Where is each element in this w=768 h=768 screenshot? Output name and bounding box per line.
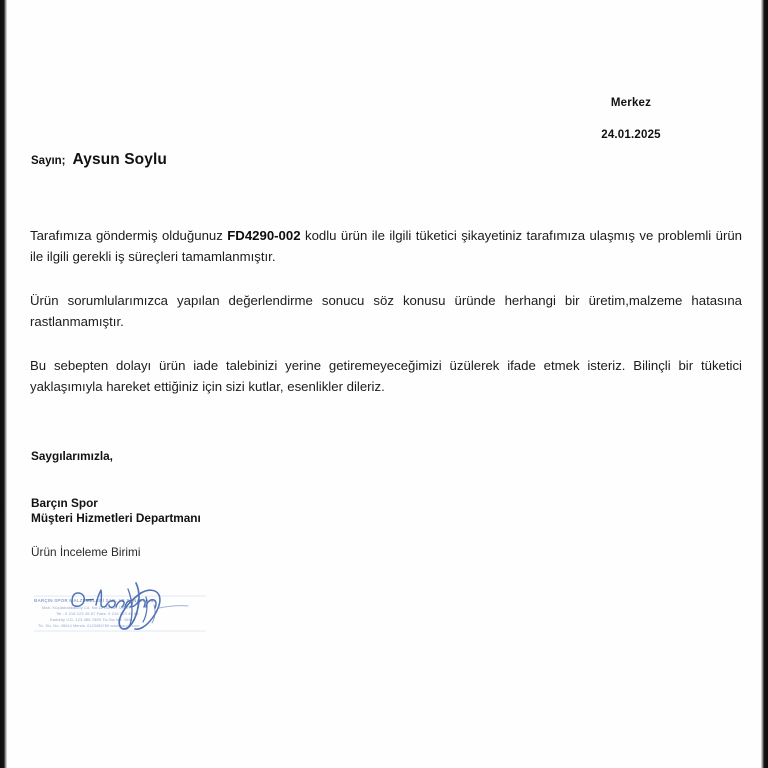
body-paragraph-1 (30, 226, 742, 267)
stamp-and-signature (28, 575, 213, 637)
scan-edge-left (0, 0, 7, 768)
letter-body (30, 226, 742, 397)
product-code: FD4290-002 (227, 228, 301, 243)
letter-closing (31, 449, 201, 560)
body-paragraph-3: Bu sebepten dolayı ürün iade talebinizi yerine getiremeyeceğimizi üzülerek ifade etmek isteriz. Bilinçli bir tüketici yaklaşımıyla hareket ettiğiniz için sizi kutlar, esenlikler dileriz. (30, 358, 742, 394)
svg-text:Kadıköy V.D. 123 456 7890 Tic: Kadıköy V.D. 123 456 7890 Tic.Sic.No: 45614 (50, 617, 136, 622)
closing-signatory (31, 496, 201, 525)
closing-regards: Saygılarımızla, (31, 449, 113, 463)
svg-text:BARÇIN SPOR MALZEMELERİ SAN. V: BARÇIN SPOR MALZEMELERİ SAN. VE SANAYİ A.Ş. (34, 598, 155, 603)
svg-text:Mah. Küçükbakkalköy Cd. No:12: Mah. Küçükbakkalköy Cd. No:12 Bursa / İZMİR (42, 605, 131, 610)
signatory-unit: Ürün İnceleme Birimi (31, 545, 141, 559)
recipient-name: Aysun Soylu (72, 151, 167, 168)
paragraph-1-text-before-code: Tarafımıza göndermiş olduğunuz (30, 228, 228, 243)
body-paragraph-2: Ürün sorumlularımızca yapılan değerlendirme sonucu söz konusu üründe herhangi bir üretim,malzeme hatasına rastlanmamıştır. (30, 293, 742, 329)
svg-text:Tic. Sic. No: 45614 Mersis: 0: Tic. Sic. No: 45614 Mersis: 0123456789 www.barcin.com (38, 624, 140, 628)
signatory-department: Müşteri Hizmetleri Departmanı (31, 510, 201, 525)
salutation-label: Sayın; (31, 155, 66, 167)
signatory-company: Barçın Spor (31, 496, 98, 510)
paragraph-1-text-after-code: kodlu ürün ile ilgili tüketici şikayetiniz tarafımıza ulaşmış ve problemli ürün ile ilgili gerekli iş süreçleri tamamlanmıştır. (30, 228, 743, 264)
salutation (31, 151, 167, 169)
scan-edge-right (761, 0, 768, 768)
header-place: Merkez (610, 97, 652, 109)
header-date: 24.01.2025 (601, 129, 661, 141)
letter-header (531, 96, 731, 142)
svg-text:Tel.: 0 216 123 45 67 Faks: 0: Tel.: 0 216 123 45 67 Faks: 0 216 123 45 68 (56, 611, 139, 616)
handwritten-signature-icon (28, 575, 213, 637)
